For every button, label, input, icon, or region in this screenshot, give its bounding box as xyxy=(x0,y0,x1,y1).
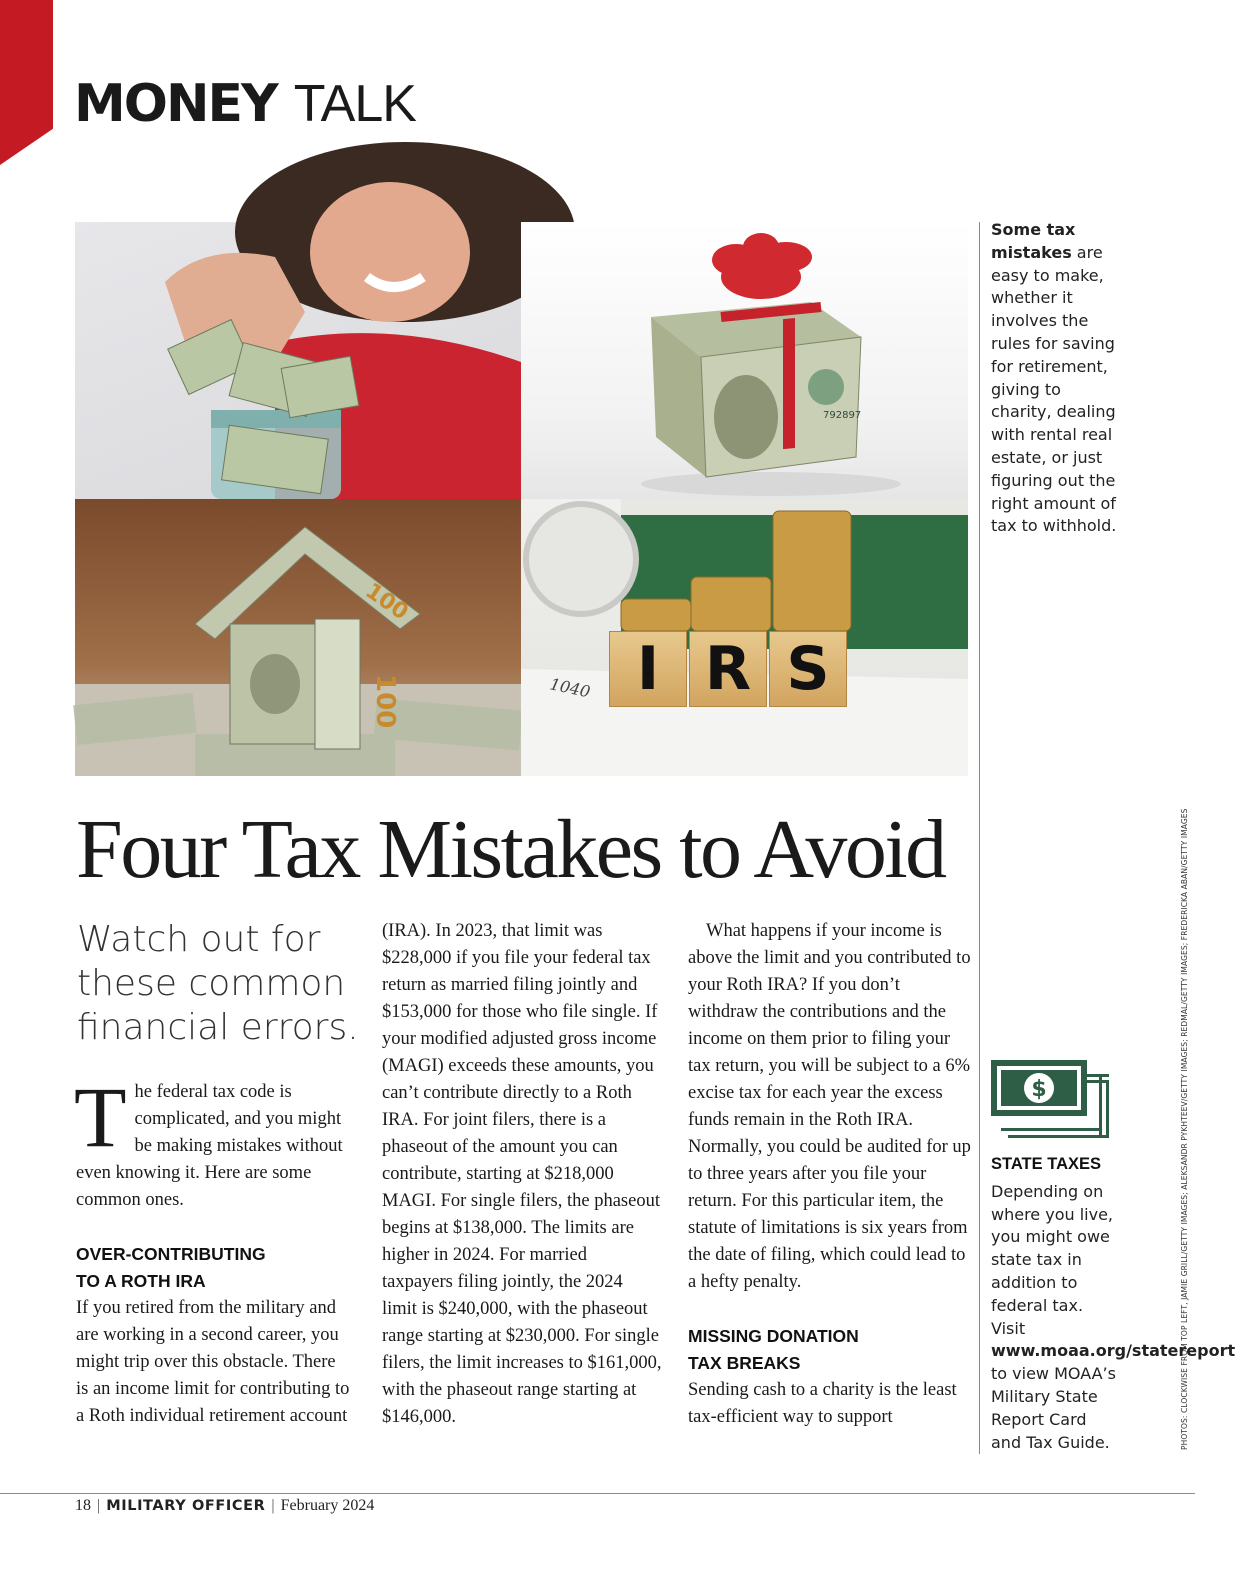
state-taxes-body-end: to view MOAA’s Military State Report Card and Tax Guide. xyxy=(991,1364,1116,1452)
article-column-1 xyxy=(74,1069,351,1430)
article-column-2 xyxy=(382,918,662,1431)
article-headline: Four Tax Mistakes to Avoid xyxy=(76,803,945,896)
section-header-bold: MONEY xyxy=(74,74,277,134)
subhead-roth-line1: OVER-CONTRIBUTING xyxy=(76,1244,266,1264)
footer-divider xyxy=(0,1493,1195,1494)
irs-block-r: R xyxy=(689,631,767,707)
subhead-roth-ira xyxy=(76,1241,351,1295)
magazine-name: MILITARY OFFICER xyxy=(106,1498,266,1514)
irs-block-i: I xyxy=(609,631,687,707)
irs-letter-blocks xyxy=(609,631,847,707)
svg-text:100: 100 xyxy=(360,578,413,626)
photo-caption xyxy=(991,219,1119,538)
house-bill-value: 100 xyxy=(370,674,400,729)
body-paragraph-4: Sending cash to a charity is the least tax-efficient way to support xyxy=(688,1380,957,1427)
intro-paragraph xyxy=(74,1069,351,1214)
article-column-3 xyxy=(688,918,971,1431)
section-color-tab xyxy=(0,0,53,165)
state-taxes-text xyxy=(991,1181,1235,1455)
issue-date: February 2024 xyxy=(280,1497,375,1514)
body-paragraph-2: (IRA). In 2023, that limit was $228,000 if you file your federal tax return as married filing jointly and $153,000 for those who file single. If your modified adjusted gross income (MAGI) exceeds these amounts, you can’t contribute directly to a Roth IRA. For joint filers, there is a phaseout of the amount you can contribute, starting at $218,000 MAGI. For single filers, the phaseout begins at $138,000. The limits are higher in 2024. For married taxpayers filing jointly, the 2024 limit is $240,000, with the phaseout range starting at $230,000. For single filers, the limit increases to $161,000, with the phaseout range starting at $146,000. xyxy=(382,921,662,1427)
photo-money-house xyxy=(75,499,521,776)
state-taxes-title: STATE TAXES xyxy=(991,1155,1102,1173)
article-deck: Watch out for these common financial errors. xyxy=(77,919,359,1048)
body-paragraph-3: What happens if your income is above the limit and you contributed to your Roth IRA? If you don’t withdraw the contributions and the income on them prior to filing your tax return, you will be subject to a 6% excise tax for each year the excess funds remain in the Roth IRA. Normally, you could be audited for up to three years after you file your return. For this particular item, the statute of limitations is six years from the date of filing, which could lead to a hefty penalty. xyxy=(688,921,971,1292)
subhead-donation-line1: MISSING DONATION xyxy=(688,1326,859,1346)
page-footer: 18 | MILITARY OFFICER | February 2024 xyxy=(75,1497,375,1514)
subhead-donation-line2: TAX BREAKS xyxy=(688,1353,801,1373)
state-taxes-body: Depending on where you live, you might owe state tax in addition to federal tax. Visit xyxy=(991,1181,1113,1338)
form-1040-label: 1040 xyxy=(548,674,592,702)
gift-bill-serial: 792897 xyxy=(823,410,862,421)
photo-money-gift-box xyxy=(521,222,968,499)
photo-money-jar xyxy=(75,222,521,499)
section-header xyxy=(74,74,416,134)
subhead-donation xyxy=(688,1323,971,1377)
intro-text: he federal tax code is complicated, and you might be making mistakes without even knowing it. Here are some common ones. xyxy=(76,1082,343,1210)
caption-text: are easy to make, whether it involves the rules for saving for retirement, giving to charity, dealing with rental real estate, or just figuring out the right amount of tax to withhold. xyxy=(991,242,1117,536)
photo-credits: PHOTOS: CLOCKWISE FROM TOP LEFT, JAMIE GRILL/GETTY IMAGES; ALEKSANDR PYKHTEEV/GETTY IMAGES; REDMAL/GETTY IMAGES; FREDERICKA ABAN/GETTY IMAGES xyxy=(1180,808,1189,1450)
state-taxes-sidebar xyxy=(991,1153,1235,1454)
money-stack-icon xyxy=(991,1060,1109,1138)
sidebar-divider xyxy=(979,222,980,1454)
subhead-roth-line2: TO A ROTH IRA xyxy=(76,1271,206,1291)
drop-cap: T xyxy=(74,1069,127,1165)
section-header-light: TALK xyxy=(293,75,416,133)
irs-block-s: S xyxy=(769,631,847,707)
svg-text:$: $ xyxy=(1031,1077,1047,1102)
caption-bold-lead: Some tax mistakes xyxy=(991,220,1076,262)
photo-irs-blocks xyxy=(521,499,968,776)
statereport-link[interactable]: www.moaa.org/statereport xyxy=(991,1341,1235,1361)
page-number: 18 xyxy=(75,1497,91,1514)
body-paragraph-1: If you retired from the military and are working in a second career, you might trip over this obstacle. There is an income limit for contributing to a Roth individual retirement account xyxy=(76,1298,350,1426)
